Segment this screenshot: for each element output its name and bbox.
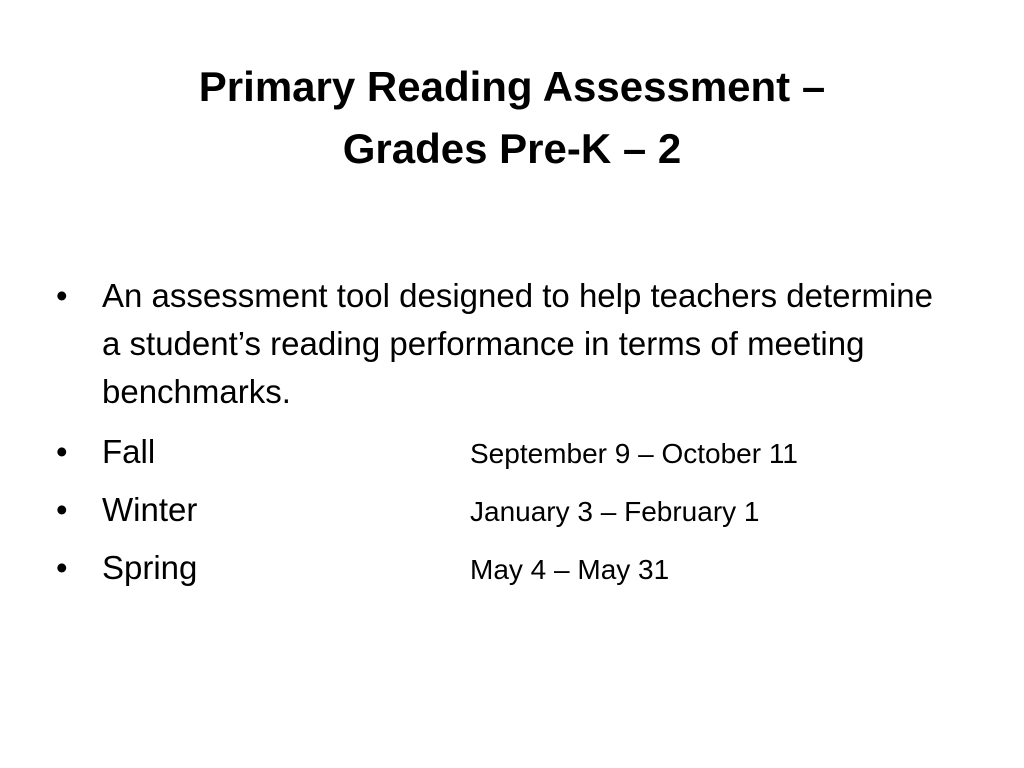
bullet-dot: • <box>56 433 68 470</box>
season-name: Fall <box>102 433 156 470</box>
bullet-season-fall <box>56 428 956 486</box>
bullet-dot: • <box>56 277 68 314</box>
title-line-2: Grades Pre-K – 2 <box>342 125 682 172</box>
bullet-season-spring <box>56 544 956 602</box>
bullet-intro <box>56 272 956 416</box>
bullet-dot: • <box>56 549 68 586</box>
bullet-season-winter <box>56 486 956 544</box>
title-line-1: Primary Reading Assessment – <box>198 63 826 110</box>
season-name: Winter <box>102 491 198 528</box>
season-name: Spring <box>102 549 198 586</box>
season-dates: September 9 – October 11 <box>470 438 798 469</box>
intro-text: An assessment tool designed to help teachers determine a student’s reading performance in terms of meeting benchmarks. <box>102 277 933 410</box>
bullet-dot: • <box>56 491 68 528</box>
slide-title <box>60 56 964 180</box>
bullet-list <box>56 272 956 602</box>
season-dates: January 3 – February 1 <box>470 496 760 527</box>
season-dates: May 4 – May 31 <box>470 554 670 585</box>
